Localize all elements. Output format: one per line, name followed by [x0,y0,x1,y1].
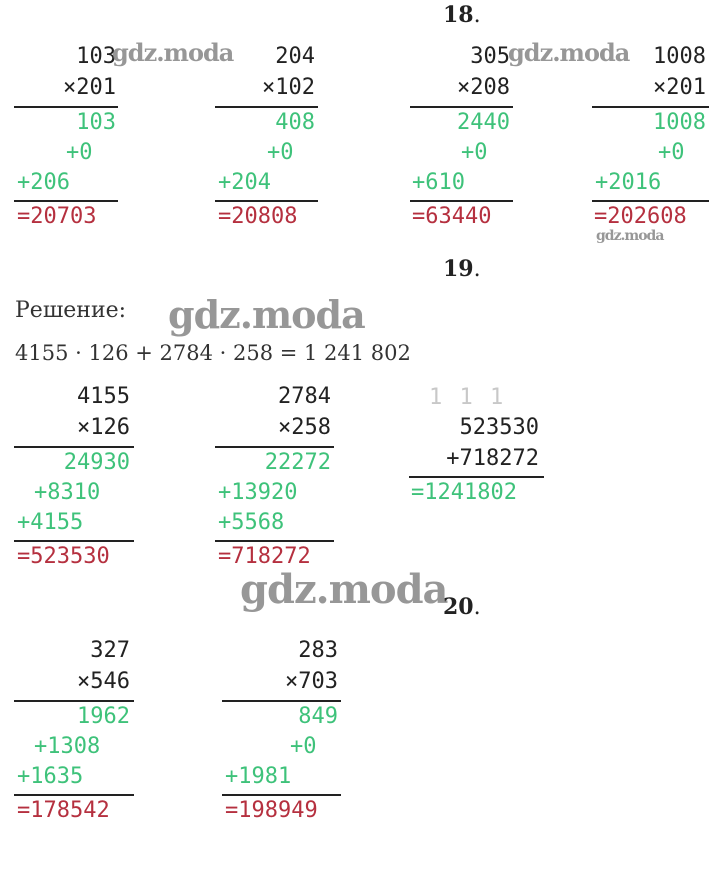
partial-product: +1308 [34,734,101,759]
solution-label: Решение: [15,298,127,323]
partial-product: 1962 [77,704,130,729]
multiplicand: 283 [298,638,338,663]
partial-product: +2016 [595,170,662,195]
multiplicand: 103 [76,44,116,69]
result: =20703 [17,204,97,229]
partial-product: 408 [275,110,315,135]
task-19-heading [443,256,481,282]
multiplier: ×546 [77,669,130,694]
result: =63440 [412,204,492,229]
watermark: gdz.moda [112,38,234,67]
multiplicand: 2784 [278,384,331,409]
partial-product: +0 [66,140,93,165]
multiplier: ×208 [457,75,510,100]
solution-equation: 4155 · 126 + 2784 · 258 = 1 241 802 [15,341,411,365]
partial-product: +4155 [17,510,84,535]
result: =523530 [17,544,110,569]
multiplicand: 327 [90,638,130,663]
multiplicand: 204 [275,44,315,69]
partial-product: +0 [461,140,488,165]
partial-product: +13920 [218,480,298,505]
partial-product: 849 [298,704,338,729]
multiplier: ×258 [278,415,331,440]
carry-digits: 1 1 1 [429,385,506,410]
task-20-heading [443,594,481,620]
partial-product: +5568 [218,510,285,535]
watermark: gdz.moda [508,38,630,67]
task-number: 18 [443,2,474,28]
task-dot: . [473,595,481,620]
sum-result: =1241802 [411,480,517,505]
partial-product: 24930 [63,450,130,475]
watermark: gdz.moda [596,228,664,244]
task-dot: . [473,257,481,282]
watermark: gdz.moda [168,292,365,337]
partial-product: +206 [17,170,70,195]
partial-product: 22272 [264,450,331,475]
multiplier: ×126 [77,415,130,440]
partial-product: +1981 [225,764,292,789]
multiplicand: 4155 [77,384,130,409]
partial-product: +0 [658,140,685,165]
partial-product: +8310 [34,480,101,505]
partial-product: +0 [267,140,294,165]
partial-product: 1008 [653,110,706,135]
result: =202608 [594,204,687,229]
result: =20808 [218,204,298,229]
addend: +718272 [446,446,539,471]
result: =718272 [218,544,311,569]
task-18-heading [443,2,481,28]
multiplier: ×102 [262,75,315,100]
multiplier: ×201 [63,75,116,100]
task-number: 19 [443,256,474,282]
partial-product: 2440 [457,110,510,135]
partial-product: 103 [76,110,116,135]
partial-product: +610 [412,170,465,195]
multiplier: ×201 [653,75,706,100]
result: =178542 [17,798,110,823]
multiplicand: 1008 [653,44,706,69]
partial-product: +1635 [17,764,84,789]
multiplicand: 305 [470,44,510,69]
task-dot: . [473,3,481,28]
partial-product: +0 [290,734,317,759]
watermark: gdz.moda [240,566,448,613]
result: =198949 [225,798,318,823]
task-number: 20 [443,594,474,620]
addend: 523530 [459,415,539,440]
multiplier: ×703 [285,669,338,694]
partial-product: +204 [218,170,271,195]
